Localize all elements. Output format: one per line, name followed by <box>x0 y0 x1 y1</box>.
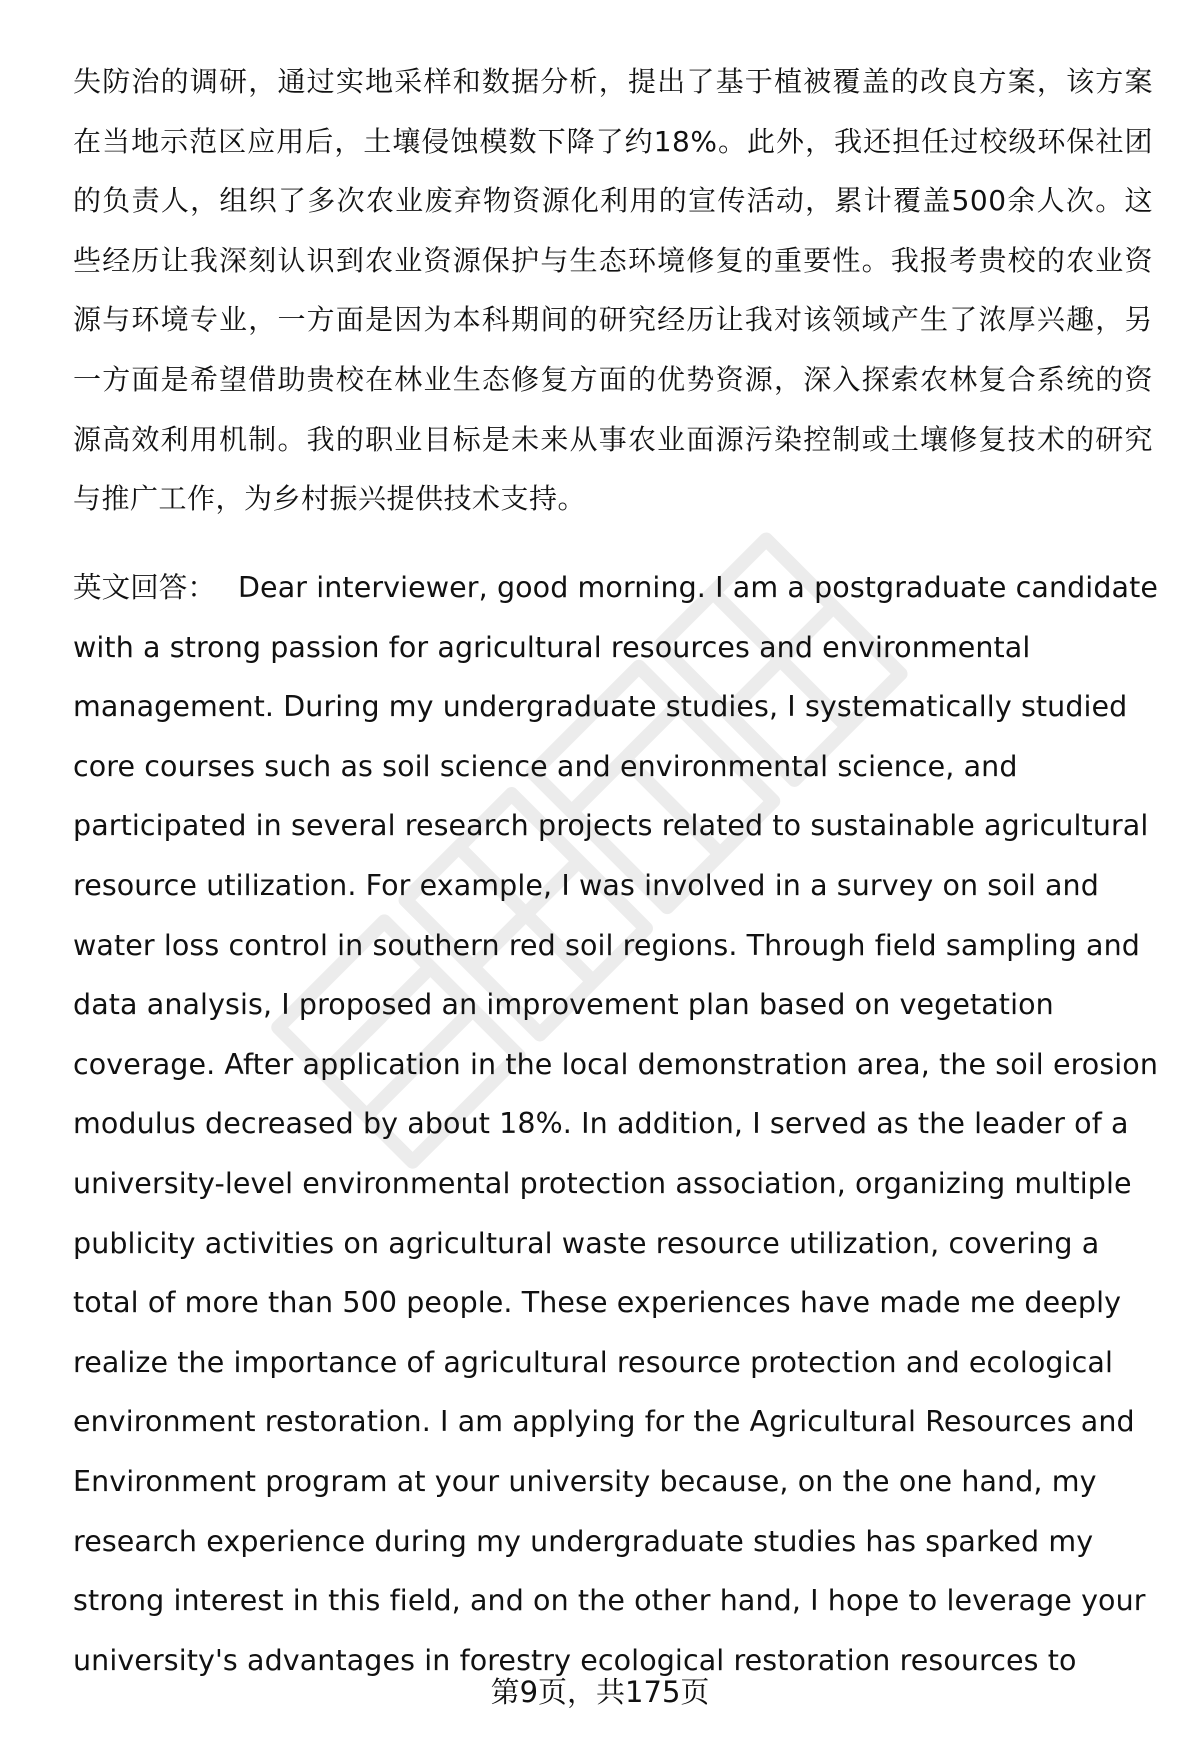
english-answer-paragraph <box>73 558 1163 1690</box>
english-answer-text: Dear interviewer, good morning. I am a postgraduate candidate with a strong passion for agricultural resources and environmental management. During my undergraduate studies, I systematically studied core courses such as soil science and environmental science, and participated in several research projects related to sustainable agricultural resource utilization. For example, I was involved in a survey on soil and water loss control in southern red soil regions. Through field sampling and data analysis, I proposed an improvement plan based on vegetation coverage. After application in the local demonstration area, the soil erosion modulus decreased by about 18%. In addition, I served as the leader of a university-level environmental protection association, organizing multiple publicity activities on agricultural waste resource utilization, covering a total of more than 500 people. These experiences have made me deeply realize the importance of agricultural resource protection and ecological environment restoration. I am applying for the Agricultural Resources and Environment program at your university because, on the one hand, my research experience during my undergraduate studies has sparked my strong interest in this field, and on the other hand, I hope to leverage your university's advantages in forestry ecological restoration resources to <box>73 571 1158 1677</box>
chinese-answer-paragraph: 失防治的调研，通过实地采样和数据分析，提出了基于植被覆盖的改良方案，该方案在当地示范区应用后，土壤侵蚀模数下降了约18%。此外，我还担任过校级环保社团的负责人，组织了多次农业废弃物资源化利用的宣传活动，累计覆盖500余人次。这些经历让我深刻认识到农业资源保护与生态环境修复的重要性。我报考贵校的农业资源与环境专业，一方面是因为本科期间的研究经历让我对该领域产生了浓厚兴趣，另一方面是希望借助贵校在林业生态修复方面的优势资源，深入探索农林复合系统的资源高效利用机制。我的职业目标是未来从事农业面源污染控制或土壤修复技术的研究与推广工作，为乡村振兴提供技术支持。 <box>73 65 1153 516</box>
english-answer-label: 英文回答： <box>73 571 217 604</box>
page-number-footer: 第9页，共175页 <box>490 1675 710 1709</box>
